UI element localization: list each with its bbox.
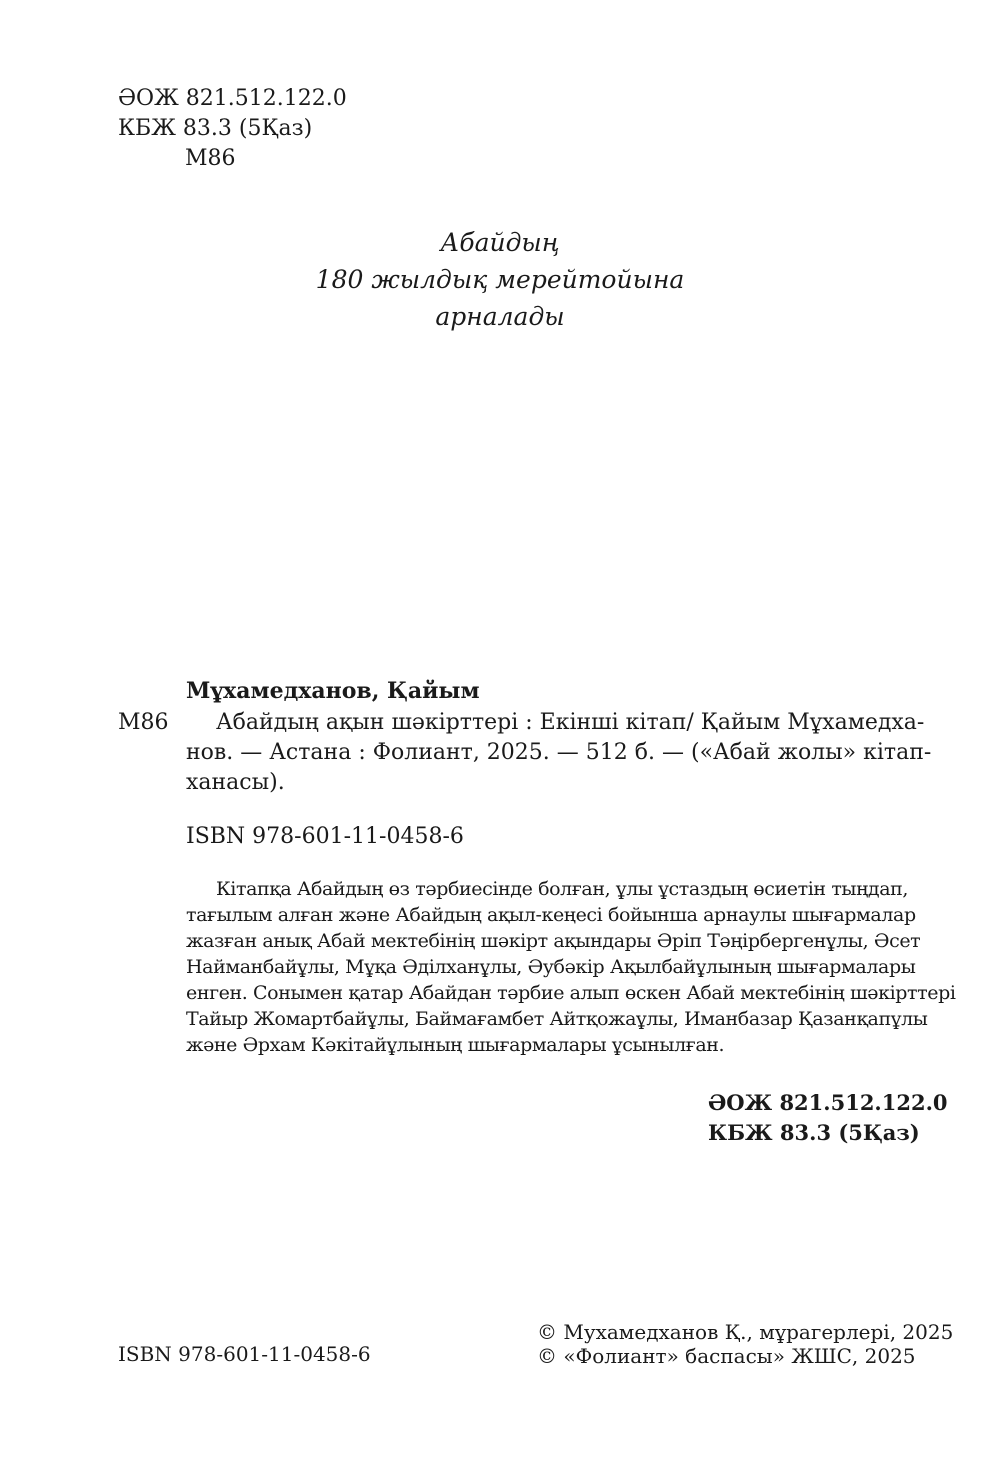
annotation-line: Найманбайұлы, Мұқа Әділханұлы, Әубәкір Ақылбайұлының шығармалары [186, 956, 916, 978]
annotation-line: енген. Сонымен қатар Абайдан тәрбие алып өскен Абай мектебінің шәкірттері [186, 982, 956, 1004]
annotation [186, 876, 956, 1058]
catalog-description [186, 708, 932, 798]
copyright-line: © «Фолиант» баспасы» ЖШС, 2025 [537, 1344, 916, 1368]
dedication [0, 224, 1000, 335]
udc-code: ӘОЖ 821.512.122.0 [118, 86, 347, 111]
catalog-side-code: М86 [118, 710, 169, 735]
classification-block [118, 84, 347, 174]
copyright-block [537, 1320, 953, 1368]
lbc-code: КБЖ 83.3 (5Қаз) [118, 116, 313, 141]
catalog-line: ханасы). [186, 770, 285, 795]
catalog-line: Абайдың ақын шәкірттері : Екінші кітап/ Қайым Мұхамедха- [216, 710, 925, 735]
annotation-line: Кітапқа Абайдың өз тәрбиесінде болған, ұлы ұстаздың өсиетін тыңдап, [216, 878, 909, 900]
bottom-classification [708, 1088, 948, 1148]
bottom-udc-code: ӘОЖ 821.512.122.0 [708, 1090, 948, 1115]
dedication-line: арналады [435, 302, 565, 331]
bottom-lbc-code: КБЖ 83.3 (5Қаз) [708, 1120, 920, 1145]
dedication-line: 180 жылдық мерейтойына [315, 265, 685, 294]
author-mark: М86 [185, 146, 236, 171]
annotation-line: тағылым алған және Абайдың ақыл-кеңесі бойынша арнаулы шығармалар [186, 904, 916, 926]
dedication-line: Абайдың [440, 228, 560, 257]
author-heading: Мұхамедханов, Қайым [186, 678, 480, 704]
footer-isbn: ISBN 978-601-11-0458-6 [118, 1342, 371, 1366]
catalog-line: нов. — Астана : Фолиант, 2025. — 512 б. — («Абай жолы» кітап- [186, 740, 932, 765]
annotation-line: жазған анық Абай мектебінің шәкірт ақындары Әріп Тәңірбергенұлы, Әсет [186, 930, 921, 952]
copyright-line: © Мухамедханов Қ., мұрагерлері, 2025 [537, 1320, 954, 1344]
catalog-isbn: ISBN 978-601-11-0458-6 [186, 824, 464, 849]
annotation-line: және Әрхам Кәкітайұлының шығармалары ұсынылған. [186, 1034, 725, 1056]
annotation-line: Тайыр Жомартбайұлы, Баймағамбет Айтқожаұлы, Иманбазар Қазанқапұлы [186, 1008, 928, 1030]
